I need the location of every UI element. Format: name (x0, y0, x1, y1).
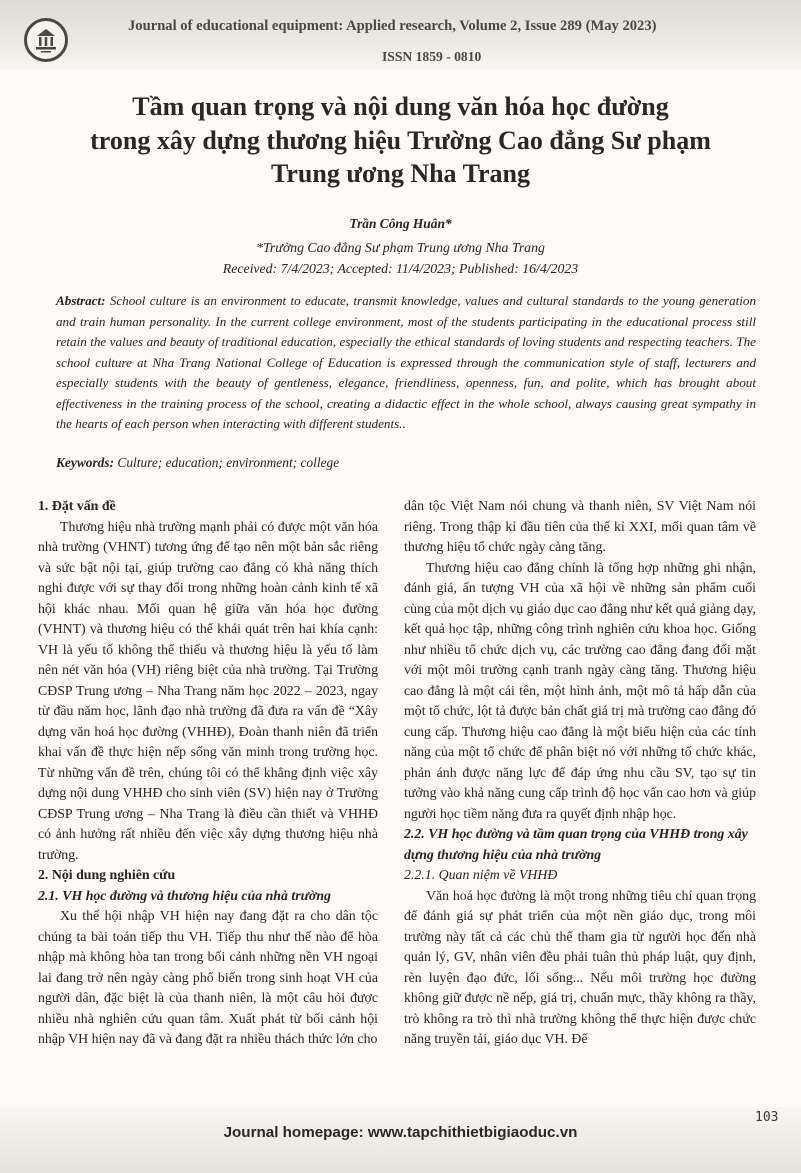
subsection-heading: 2.2. VH học đường và tầm quan trọng của VHHĐ trong xây dựng thương hiệu của nhà trường (404, 826, 748, 862)
title-line: Trung ương Nha Trang (270, 159, 530, 188)
subsection-heading: 2.1. VH học đường và thương hiệu của nhà trường (38, 887, 331, 903)
title-line: trong xây dựng thương hiệu Trường Cao đẳng Sư phạm (90, 125, 711, 155)
keywords-label: Keywords: (56, 455, 115, 470)
section-heading: 1. Đặt vấn đề (38, 498, 116, 513)
abstract-label: Abstract: (56, 293, 106, 308)
abstract (56, 291, 756, 435)
keywords (56, 455, 756, 471)
issn: ISSN 1859 - 0810 (382, 49, 482, 64)
publication-dates: Received: 7/4/2023; Accepted: 11/4/2023; Published: 16/4/2023 (222, 261, 579, 276)
author: Trần Công Huân* (349, 216, 452, 231)
abstract-text: School culture is an environment to educate, transmit knowledge, values and cultural standards to the young generation and train human personality. In the current college environment, most of the students participating in the educational process still retain the values and beauty of traditional education, especially the ethical standards of loving students and respecting teachers. The school culture at Nha Trang National College of Education is expressed through the communication style of staff, lecturers and especially students with the beauty of gentleness, elegance, friendliness, openness, fun, and polite, which has brought about effectiveness in the training process of the school, creating a didactic effect in the whole school, always causing great sympathy in the hearts of each person when interacting with different students.. (56, 293, 756, 431)
paper-title (30, 90, 771, 191)
journal-logo-icon (33, 26, 59, 54)
keywords-text: Culture; education; environment; college (117, 455, 340, 470)
subsubsection-heading: 2.2.1. Quan niệm về VHHĐ (404, 867, 558, 882)
section-heading: 2. Nội dung nghiên cứu (38, 867, 176, 882)
paragraph: Thương hiệu cao đẳng chính là tổng hợp những ghi nhận, đánh giá, ấn tượng VH của xã hội về những sản phẩm cuối cùng của một dịch vụ giáo dục cao đẳng như kết quả giảng dạy, kết quả học tập, những công trình nghiên cứu khoa học. Giống như nhiều tổ chức dịch vụ, các trường cao đẳng đang đối mặt với một môi trường cạnh tranh ngày càng tăng. Thương hiệu cao đẳng là một cái tên, một hình ảnh, một mô tả hấp dẫn của một tổ chức, lột tả được bản chất giá trị mà trường cao đẳng đó cung cấp. Thương hiệu cao đẳng là một biểu hiện của các tính năng của một tổ chức để phân biệt nó với những tổ chức khác, phản ánh được năng lực để đáp ứng nhu cầu SV, tạo sự tin tưởng vào khả năng cung cấp trình độ học vấn cao hơn và giúp người học tiềm năng đưa ra quyết định nhập học. (404, 559, 756, 821)
affiliation: *Trường Cao đẳng Sư phạm Trung ương Nha Trang (256, 240, 545, 255)
left-column (38, 496, 378, 1050)
journal-homepage: Journal homepage: www.tapchithietbigiaoduc.vn (223, 1124, 578, 1141)
paragraph: Văn hoá học đường là một trong những tiêu chí quan trọng để đánh giá sự phát triển của một nền giáo dục, trong môi trường này tất cả các chủ thể tham gia từ người học đến nhà quản lý, GV, nhân viên đều phải tuân thủ pháp luật, quy định, rèn luyện đạo đức, lối sống... Nếu môi trường học đường không giữ được nề nếp, giá trị, chuẩn mực, thầy không ra thầy, trò không ra trò thì nhà trường không thể thực hiện được chức năng truyền tải, giáo dục VH. Để (404, 887, 756, 1046)
paragraph: Thương hiệu nhà trường mạnh phải có được một văn hóa nhà trường (VHNT) tương ứng để tạo nên một bản sắc riêng và sức bật nội tại, giúp trường cao đẳng có khả năng thích nghi được với sự thay đổi trong những hoàn cảnh kinh tế xã hội khác nhau. Mối quan hệ giữa văn hóa học đường (VHNT) và thương hiệu có thể khái quát trên hai khía cạnh: VH là yếu tố không thể thiếu và thương hiệu là yếu tố làm nên nét văn hóa (VH) riêng biệt của nhà trường. Tại Trường CĐSP Trung ương – Nha Trang năm học 2022 – 2023, ngay từ đầu năm học, lãnh đạo nhà trường đã đưa ra vấn đề “Xây dựng văn hoá học đường (VHHĐ), Đoàn thanh niên đã triển khai vấn đề thực hiện nếp sống văn minh trong trường học. Từ những vấn đề trên, chúng tôi có thể khẳng định việc xây dựng nội dung VHHĐ cho sinh viên (SV) hiện nay ở Trường CĐSP Trung ương – Nha Trang là điều cần thiết và VHHĐ có ảnh hưởng rất nhiều đến việc xây dựng thương hiệu nhà trường. (38, 518, 378, 862)
journal-info: Journal of educational equipment: Applied research, Volume 2, Issue 289 (May 2023) (128, 18, 657, 34)
journal-logo (24, 18, 68, 62)
paragraph: dân tộc Việt Nam nói chung và thanh niên, SV Việt Nam nói riêng. Trong thập kỉ đầu tiên của thế kỉ XXI, mối quan tâm về thương hiệu tổ chức ngày càng tăng. (404, 498, 756, 554)
page-number: 103 (755, 1110, 779, 1125)
paragraph: Xu thế hội nhập VH hiện nay đang đặt ra cho dân tộc chúng ta bài toán tiếp thu VH. Tiếp thu như thế nào để hòa nhập mà không hòa tan trong bối cảnh những nền VH ngoại lai đang trở nên ngày càng phổ biến trong sinh hoạt VH của người dân, đặc biệt là của thanh niên, là một câu hỏi được nhiều nhà nghiên cứu quan tâm. Xuất phát từ bối cảnh hội nhập VH hiện nay đã và đang đặt ra nhiều thách thức lớn cho (38, 908, 378, 1046)
title-line: Tầm quan trọng và nội dung văn hóa học đường (132, 92, 669, 121)
right-column (404, 496, 756, 1050)
